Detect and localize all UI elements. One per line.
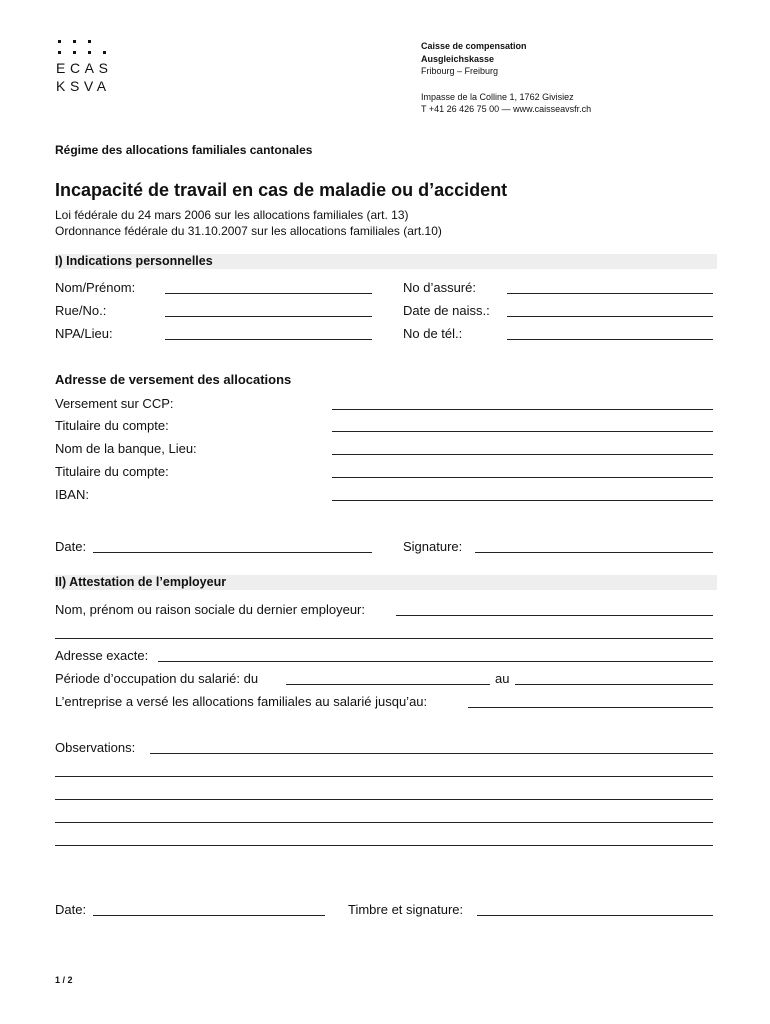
section-personal-heading: I) Indications personnelles: [55, 254, 717, 269]
field-periode-au[interactable]: [515, 684, 713, 685]
org-city: Fribourg – Freiburg: [421, 66, 499, 76]
field-versees[interactable]: [468, 707, 713, 708]
label-observations: Observations:: [55, 740, 136, 755]
field-iban[interactable]: [332, 500, 713, 501]
field-nom[interactable]: [165, 293, 372, 294]
logo-line-1: ECAS: [56, 60, 113, 76]
payment-heading: Adresse de versement des allocations: [55, 372, 292, 387]
field-titulaire-2[interactable]: [332, 477, 713, 478]
field-npa[interactable]: [165, 339, 372, 340]
section-employer-heading: II) Attestation de l’employeur: [55, 575, 717, 590]
regime-heading: Régime des allocations familiales cantonales: [55, 143, 313, 157]
field-timbre[interactable]: [477, 915, 713, 916]
field-date-1[interactable]: [93, 552, 372, 553]
label-employeur: Nom, prénom ou raison sociale du dernier employeur:: [55, 602, 365, 617]
label-date-1: Date:: [55, 539, 87, 554]
page-number: 1 / 2: [55, 975, 73, 985]
field-periode-du[interactable]: [286, 684, 490, 685]
field-employeur[interactable]: [396, 615, 713, 616]
field-observations[interactable]: [150, 753, 713, 754]
field-banque[interactable]: [332, 454, 713, 455]
field-rue[interactable]: [165, 316, 372, 317]
field-signature[interactable]: [475, 552, 713, 553]
label-naiss: Date de naiss.:: [403, 303, 490, 318]
field-observations-3[interactable]: [55, 799, 713, 800]
label-rue: Rue/No.:: [55, 303, 107, 318]
field-observations-5[interactable]: [55, 845, 713, 846]
field-naiss[interactable]: [507, 316, 713, 317]
field-titulaire-1[interactable]: [332, 431, 713, 432]
label-titulaire-2: Titulaire du compte:: [55, 464, 169, 479]
page-title: Incapacité de travail en cas de maladie ou d’accident: [55, 180, 508, 200]
field-observations-2[interactable]: [55, 776, 713, 777]
label-adresse: Adresse exacte:: [55, 648, 149, 663]
logo-line-2: KSVA: [56, 78, 111, 94]
label-versees: L’entreprise a versé les allocations familiales au salarié jusqu’au:: [55, 694, 428, 709]
logo-dots: [58, 40, 118, 58]
field-adresse[interactable]: [158, 661, 713, 662]
label-date-2: Date:: [55, 902, 87, 917]
field-tel[interactable]: [507, 339, 713, 340]
org-name-fr: Caisse de compensation: [421, 41, 527, 51]
field-employeur-2[interactable]: [55, 638, 713, 639]
org-address: Impasse de la Colline 1, 1762 Givisiez: [421, 91, 574, 102]
label-nom: Nom/Prénom:: [55, 280, 136, 295]
org-contact: T +41 26 426 75 00 — www.caisseavsfr.ch: [421, 104, 592, 114]
label-assure: No d’assuré:: [403, 280, 476, 295]
field-assure[interactable]: [507, 293, 713, 294]
label-ccp: Versement sur CCP:: [55, 396, 174, 411]
label-au: au: [495, 671, 510, 686]
label-tel: No de tél.:: [403, 326, 463, 341]
label-signature: Signature:: [403, 539, 463, 554]
label-banque: Nom de la banque, Lieu:: [55, 441, 197, 456]
law-reference-2: Ordonnance fédérale du 31.10.2007 sur les allocations familiales (art.10): [55, 224, 442, 238]
org-name-de: Ausgleichskasse: [421, 53, 495, 64]
label-npa: NPA/Lieu:: [55, 326, 113, 341]
label-periode: Période d’occupation du salarié: du: [55, 671, 259, 686]
label-iban: IBAN:: [55, 487, 89, 502]
field-date-2[interactable]: [93, 915, 325, 916]
field-observations-4[interactable]: [55, 822, 713, 823]
law-reference-1: Loi fédérale du 24 mars 2006 sur les allocations familiales (art. 13): [55, 208, 409, 222]
field-ccp[interactable]: [332, 409, 713, 410]
label-timbre: Timbre et signature:: [348, 902, 464, 917]
label-titulaire-1: Titulaire du compte:: [55, 418, 169, 433]
organization-block: [421, 40, 591, 116]
